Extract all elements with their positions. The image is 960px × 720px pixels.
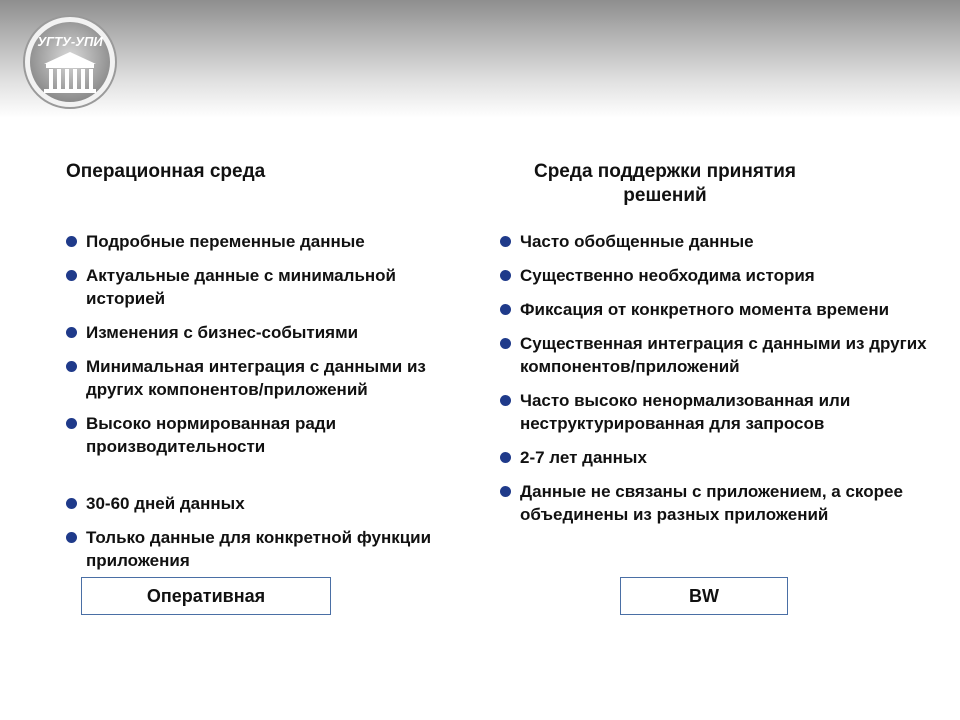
left-column-title: Операционная среда — [66, 161, 266, 182]
bullet-icon — [500, 304, 511, 315]
list-item: Часто обобщенные данные — [500, 230, 940, 253]
bullet-icon — [500, 486, 511, 497]
list-item: Существенная интеграция с данными из других компонентов/приложений — [500, 332, 940, 378]
list-item: Часто высоко ненормализованная или неструктурированная для запросов — [500, 389, 940, 435]
bullet-icon — [66, 236, 77, 247]
bullet-icon — [500, 395, 511, 406]
right-bullet-list — [500, 230, 940, 526]
list-item: Высоко нормированная ради производительности — [66, 412, 466, 458]
list-item: Актуальные данные с минимальной историей — [66, 264, 466, 310]
bullet-icon — [500, 270, 511, 281]
list-item: Только данные для конкретной функции приложения — [66, 526, 466, 572]
list-item: 30-60 дней данных — [66, 492, 466, 515]
bullet-icon — [66, 498, 77, 509]
logo-text: УГТУ-УПИ — [37, 34, 103, 49]
bullet-icon — [66, 361, 77, 372]
list-item: Изменения с бизнес-событиями — [66, 321, 466, 344]
bullet-icon — [66, 327, 77, 338]
left-bullet-list — [66, 230, 466, 572]
bullet-icon — [66, 532, 77, 543]
list-item: Существенно необходима история — [500, 264, 940, 287]
bullet-icon — [500, 236, 511, 247]
operational-column — [66, 160, 466, 583]
list-item: Данные не связаны с приложением, а скорее объединены из разных приложений — [500, 480, 940, 526]
list-item: 2-7 лет данных — [500, 446, 940, 469]
bullet-icon — [66, 270, 77, 281]
right-column-title: Среда поддержки принятия решений — [533, 161, 796, 206]
list-item: Фиксация от конкретного момента времени — [500, 298, 940, 321]
bullet-icon — [500, 452, 511, 463]
logo-emblem-icon — [22, 14, 118, 110]
bullet-icon — [66, 418, 77, 429]
list-item: Подробные переменные данные — [66, 230, 466, 253]
list-item: Минимальная интеграция с данными из других компонентов/приложений — [66, 355, 466, 401]
operational-label-box: Оперативная — [81, 577, 331, 615]
bullet-icon — [500, 338, 511, 349]
decision-support-column — [500, 160, 940, 537]
bw-label-box: BW — [620, 577, 788, 615]
header-band — [0, 0, 960, 118]
university-logo — [22, 14, 118, 110]
